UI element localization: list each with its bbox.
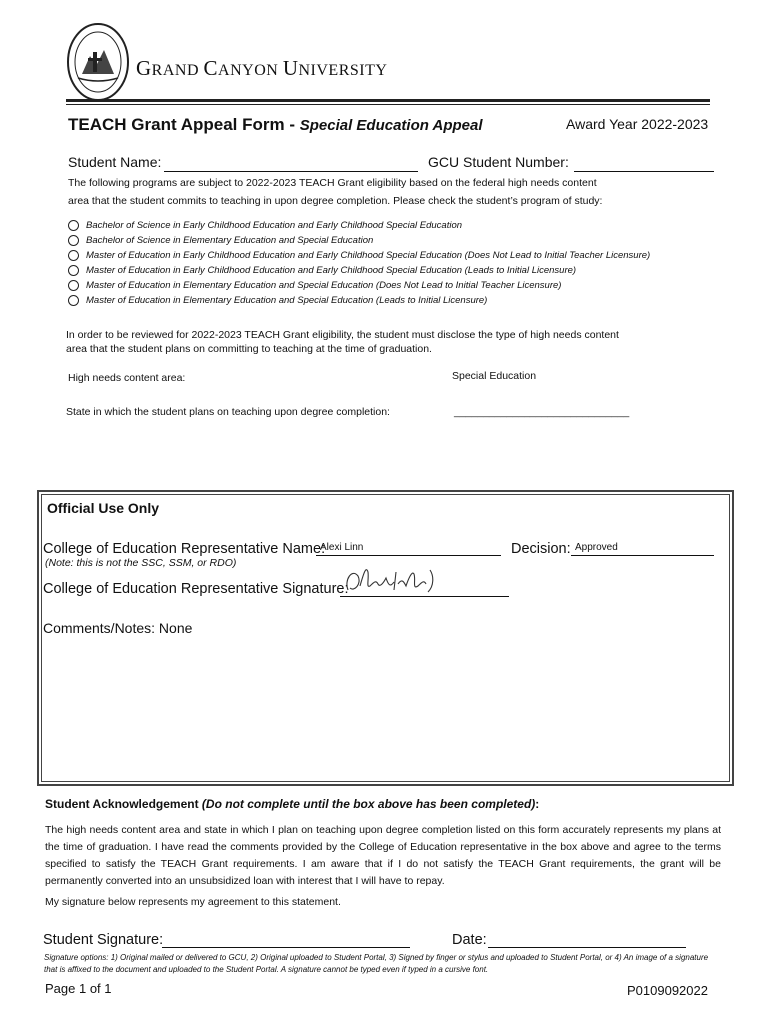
review-statement: In order to be reviewed for 2022-2023 TEACH Grant eligibility, the student must disclose the type of high needs content area that the student plans on committing to teaching at the time of graduation. [66, 329, 619, 355]
radio-circle-icon[interactable] [68, 295, 79, 306]
rep-name-label: College of Education Representative Name: [43, 541, 326, 557]
document-id: P0109092022 [627, 983, 708, 998]
handwritten-signature [342, 562, 442, 598]
state-field[interactable]: ______________________________ [454, 406, 630, 418]
gcu-number-field[interactable] [574, 155, 714, 172]
gcu-number-label: GCU Student Number: [428, 154, 569, 170]
official-use-box-inner [41, 494, 730, 782]
rep-name-field[interactable] [316, 539, 501, 556]
radio-circle-icon[interactable] [68, 250, 79, 261]
header-rule-thin [66, 104, 710, 105]
rep-name-value: Alexi Linn [320, 542, 364, 553]
rep-note: (Note: this is not the SSC, SSM, or RDO) [45, 557, 237, 569]
content-area-value[interactable]: Special Education [452, 370, 537, 382]
radio-circle-icon[interactable] [68, 220, 79, 231]
state-label: State in which the student plans on teaching upon degree completion: [66, 406, 390, 418]
radio-circle-icon[interactable] [68, 280, 79, 291]
content-area-label: High needs content area: [68, 372, 186, 384]
program-option[interactable]: Master of Education in Elementary Education and Special Education (Leads to Initial Licensure) [68, 293, 487, 308]
radio-circle-icon[interactable] [68, 265, 79, 276]
university-name: GRAND CANYON UNIVERSITY [136, 56, 388, 80]
radio-circle-icon[interactable] [68, 235, 79, 246]
decision-label: Decision: [511, 541, 571, 557]
program-option[interactable]: Master of Education in Early Childhood Education and Early Childhood Special Education (Does Not Lead to Initial Teacher Licensure) [68, 248, 650, 263]
programs-intro-line2: area that the student commits to teaching in upon degree completion. Please check the student’s program of study: [68, 195, 603, 207]
program-option[interactable]: Master of Education in Elementary Education and Special Education (Does Not Lead to Initial Teacher Licensure) [68, 278, 561, 293]
program-option[interactable]: Bachelor of Science in Early Childhood Education and Early Childhood Special Education [68, 218, 462, 233]
header-rule-thick [66, 99, 710, 102]
acknowledgement-text: The high needs content area and state in which I plan on teaching upon degree completion listed on this form accurately represents my plans at the time of graduation. I have read the comments provided by the College of Education representative in the box above and agree to the terms specified to satisfy the TEACH Grant requirements. I am aware that if I do not satisfy the TEACH Grant requirements, the grant will be permanently converted into an unsubsidized loan with interest that I will have to repay. [45, 824, 721, 887]
comments-notes: Comments/Notes: None [43, 620, 193, 636]
program-option[interactable]: Master of Education in Early Childhood Education and Early Childhood Special Education (Leads to Initial Licensure) [68, 263, 576, 278]
acknowledgement-heading: Student Acknowledgement (Do not complete until the box above has been completed): [45, 797, 540, 811]
agreement-statement: My signature below represents my agreement to this statement. [45, 896, 341, 908]
award-year: Award Year 2022-2023 [566, 116, 709, 132]
decision-value: Approved [575, 542, 618, 553]
student-signature-field[interactable] [162, 931, 410, 948]
university-seal [66, 22, 130, 106]
decision-field[interactable] [571, 539, 714, 556]
page-number: Page 1 of 1 [45, 981, 112, 996]
student-signature-label: Student Signature: [43, 932, 164, 948]
rep-signature-label: College of Education Representative Signature: [43, 581, 349, 597]
signature-options: Signature options: 1) Original mailed or delivered to GCU, 2) Original uploaded to Student Portal, 3) Signed by finger or stylus and uploaded to Student Portal, or 4) An image of a signature that is affixed to the document and uploaded to the Student Portal. A signature cannot be typed even if typed in a cursive font. [44, 953, 709, 974]
date-label: Date: [452, 932, 487, 948]
programs-intro-line1: The following programs are subject to 2022-2023 TEACH Grant eligibility based on the federal high needs content [68, 177, 597, 189]
program-option[interactable]: Bachelor of Science in Elementary Education and Special Education [68, 233, 373, 248]
student-name-field[interactable] [164, 155, 418, 172]
student-name-label: Student Name: [68, 154, 162, 170]
date-field[interactable] [488, 931, 686, 948]
official-use-heading: Official Use Only [47, 500, 160, 516]
form-title: TEACH Grant Appeal Form - Special Education Appeal [68, 115, 483, 134]
